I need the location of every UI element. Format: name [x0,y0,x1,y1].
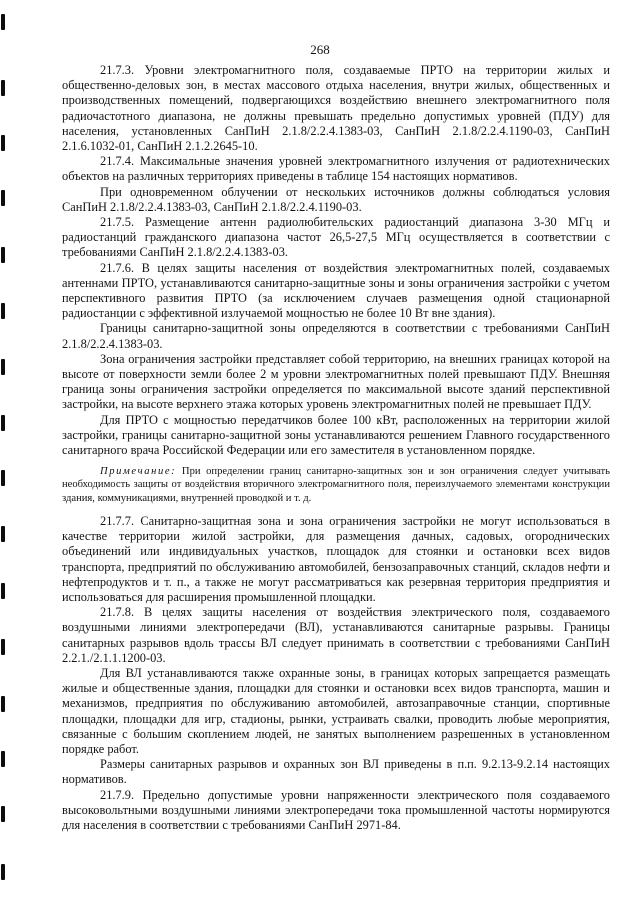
binding-mark [1,359,5,375]
binding-mark [1,135,5,151]
binding-mark [1,303,5,319]
binding-mark [1,696,5,712]
binding-mark [1,14,5,30]
paragraph-21-7-3: 21.7.3. Уровни электромагнитного поля, создаваемые ПРТО на территории жилых и общественно-деловых зон, в местах массового отдыха населения, внутри жилых, общественных и производственных помещений, подвергающихся воздействию внешнего электромагнитного поля радиочастотного диапазона, не должны превышать предельно допустимых уровней (ПДУ) для населения, установленных СанПиН 2.1.8/2.2.4.1383-03, СанПиН 2.1.8/2.2.4.1190-03, СанПиН 2.1.6.1032-01, СанПиН 2.1.2.2645-10. [62,63,610,154]
binding-mark [1,526,5,542]
document-body [62,63,610,833]
paragraph-power-line-protection-zones: Для ВЛ устанавливаются также охранные зоны, в границах которых запрещается размещать жилые и общественные здания, площадки для стоянки и остановки всех видов транспорта, машин и механизмов, предприятия по обслуживанию автомобилей, автозаправочные станции, спортивные площадки, площадки для игр, стадионы, рынки, устраивать свалки, проводить любые мероприятия, связанные с большим скоплением людей, не занятых выполнением разрешенных в установленном порядке работ. [62,665,610,756]
binding-mark [1,470,5,486]
binding-mark [1,247,5,263]
binding-mark [1,639,5,655]
paragraph-21-7-8: 21.7.8. В целях защиты населения от воздействия электрического поля, создаваемого воздушными линиями электропередачи (ВЛ), устанавливаются санитарные разрывы. Границы санитарных разрывов вдоль трассы ВЛ следует принимать в соответствии с требованиями СанПиН 2.2.1./2.1.1.1200-03. [62,605,610,665]
binding-mark [1,415,5,431]
binding-marks [0,0,8,905]
paragraph-restriction-zone: Зона ограничения застройки представляет собой территорию, на внешних границах которой на высоте от поверхности земли более 2 м уровни электромагнитных полей превышают ПДУ. Внешняя граница зоны ограничения застройки определяется по максимальной высоте зданий перспективной застройки, на высоте верхнего этажа которых уровень электромагнитных полей не превышает ПДУ. [62,351,610,412]
binding-mark [1,80,5,96]
binding-mark [1,751,5,767]
binding-mark [1,864,5,880]
paragraph-sanitary-zone-borders: Границы санитарно-защитной зоны определяются в соответствии с требованиями СанПиН 2.1.8/2.2.4.1383-03. [62,321,610,351]
binding-mark [1,806,5,822]
paragraph-21-7-6: 21.7.6. В целях защиты населения от воздействия электромагнитных полей, создаваемых антеннами ПРТО, устанавливаются санитарно-защитные зоны и зоны ограничения застройки с учетом перспективного развития ПРТО (за исключением случаев размещения одной стационарной радиостанции с эффективной излучаемой мощностью не более 10 Вт вне здания). [62,260,610,321]
note-text: При определении границ санитарно-защитных зон и зон ограничения следует учитывать необходимость защиты от воздействия вторичного электромагнитного поля, переизлучаемого элементами конструкции здания, коммуникациями, внутренней проводкой и т. д. [62,466,611,504]
page-number: 268 [310,42,330,57]
binding-mark [1,190,5,206]
paragraph-21-7-9: 21.7.9. Предельно допустимые уровни напряженности электрического поля создаваемого высоковольтными воздушными линиями электропередачи тока промышленной частоты нормируются для населения в соответствии с требованиями СанПиН 2971-84. [62,787,610,832]
paragraph-21-7-5: 21.7.5. Размещение антенн радиолюбительских радиостанций диапазона 3-30 МГц и радиостанций гражданского диапазона частот 26,5-27,5 МГц осуществляется в соответствии с требованиями СанПиН 2.1.8/2.2.4.1383-03. [62,215,610,260]
paragraph-high-power-prto: Для ПРТО с мощностью передатчиков более 100 кВт, расположенных на территории жилой застройки, границы санитарно-защитной зоны устанавливаются решением Главного государственного санитарного врача Российской Федерации или его заместителя в установленном порядке. [62,412,610,458]
note-block [62,465,610,505]
paragraph-simultaneous-exposure: При одновременном облучении от нескольких источников должны соблюдаться условия СанПиН 2.1.8/2.2.4.1383-03, СанПиН 2.1.8/2.2.4.1190-03. [62,184,610,214]
paragraph-gap-sizes: Размеры санитарных разрывов и охранных зон ВЛ приведены в п.п. 9.2.13-9.2.14 настоящих нормативов. [62,757,610,787]
paragraph-21-7-7: 21.7.7. Санитарно-защитная зона и зона ограничения застройки не могут использоваться в качестве территории жилой застройки, для размещения дачных, садовых, огороднических объединений или индивидуальных участков, площадок для стоянки и остановки всех видов транспорта, предприятий по обслуживанию автомобилей, бензозаправочных станций, складов нефти и нефтепродуктов и т. п., а также не могут рассматриваться как резервная территория предприятия и использоваться для расширения промышленной площадки. [62,513,610,604]
note-label: Примечание: [100,466,177,478]
binding-mark [1,583,5,599]
paragraph-21-7-4: 21.7.4. Максимальные значения уровней электромагнитного излучения от радиотехнических объектов на различных территориях приведены в таблице 154 настоящих нормативов. [62,154,610,184]
